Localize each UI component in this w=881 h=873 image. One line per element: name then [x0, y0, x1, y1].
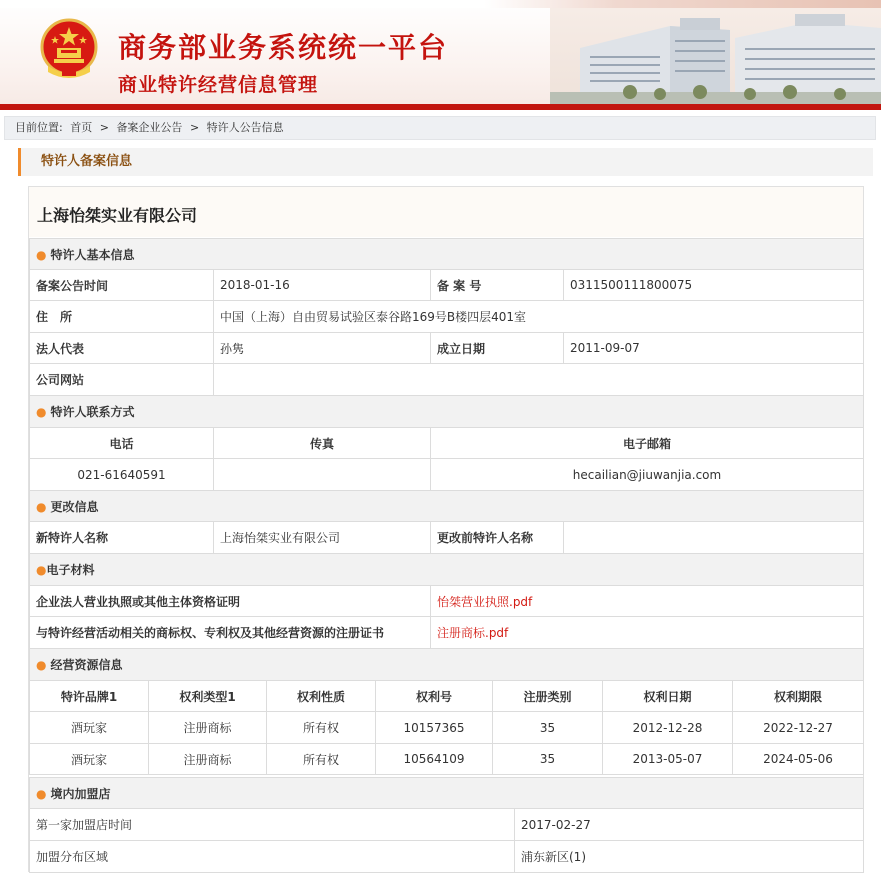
site-header [0, 0, 881, 110]
fax-header: 传真 [214, 428, 431, 459]
column-header: 权利日期 [603, 681, 733, 712]
column-header: 特许品牌1 [30, 681, 149, 712]
material-1-pdf-link[interactable]: 怡桀营业执照.pdf [437, 594, 533, 609]
materials-table [29, 553, 864, 649]
column-header: 注册类别 [493, 681, 603, 712]
material-1-label: 企业法人营业执照或其他主体资格证明 [30, 586, 431, 617]
region-value: 浦东新区(1) [515, 841, 864, 873]
section-heading-row [30, 239, 864, 270]
section-heading-row [30, 778, 864, 809]
bullet-icon: ● [36, 563, 47, 577]
company-name: 上海怡桀实业有限公司 [37, 206, 198, 225]
change-heading: 更改信息 [50, 499, 99, 514]
bullet-icon: ● [36, 247, 47, 262]
stores-table [29, 777, 864, 873]
table-row [30, 744, 864, 775]
breadcrumb-home-link[interactable]: 首页 [70, 121, 93, 134]
material-2-label: 与特许经营活动相关的商标权、专利权及其他经营资源的注册证书 [30, 617, 431, 649]
column-header: 权利性质 [267, 681, 376, 712]
table-row [30, 712, 864, 744]
website-value [214, 364, 864, 396]
email-value: hecailian@jiuwanjia.com [431, 459, 864, 491]
section-heading-row [30, 554, 864, 586]
section-heading-row [30, 649, 864, 681]
resources-header-row [30, 681, 864, 712]
breadcrumb-level2-link[interactable]: 备案企业公告 [116, 121, 183, 134]
breadcrumb-current: 特许人公告信息 [206, 121, 284, 134]
legal-rep-label: 法人代表 [30, 333, 214, 364]
phone-value: 021-61640591 [30, 459, 214, 491]
materials-heading: 电子材料 [46, 563, 95, 577]
table-cell: 10157365 [376, 712, 493, 744]
new-name-label: 新特许人名称 [30, 522, 214, 554]
section-title: 特许人备案信息 [18, 148, 873, 176]
table-cell: 酒玩家 [30, 744, 149, 775]
resources-heading: 经营资源信息 [50, 658, 123, 672]
stores-heading: 境内加盟店 [50, 786, 111, 801]
bullet-icon: ● [36, 658, 47, 672]
basic-heading: 特许人基本信息 [50, 247, 135, 262]
basic-info-table [29, 238, 864, 554]
section-heading-row [30, 491, 864, 522]
table-cell: 注册商标 [149, 712, 267, 744]
website-label: 公司网站 [30, 364, 214, 396]
old-name-label: 更改前特许人名称 [431, 522, 564, 554]
table-cell: 35 [493, 712, 603, 744]
legal-rep-value: 孙隽 [214, 333, 431, 364]
table-cell: 所有权 [267, 744, 376, 775]
material-2-pdf-link[interactable]: 注册商标.pdf [437, 626, 509, 640]
record-no-label: 备 案 号 [431, 270, 564, 301]
contact-heading: 特许人联系方式 [50, 405, 135, 419]
founded-label: 成立日期 [431, 333, 564, 364]
bullet-icon: ● [36, 405, 47, 419]
site-title: 商务部业务系统统一平台 [118, 31, 449, 64]
company-header [29, 187, 863, 237]
bullet-icon: ● [36, 786, 47, 801]
breadcrumb-prefix: 目前位置: [15, 121, 63, 134]
email-header: 电子邮箱 [431, 428, 864, 459]
header-red-bar [0, 104, 881, 110]
breadcrumb-separator: > [189, 121, 200, 134]
table-cell: 35 [493, 744, 603, 775]
record-no-value: 0311500111800075 [564, 270, 864, 301]
table-cell: 2024-05-06 [733, 744, 864, 775]
address-value: 中国（上海）自由贸易试验区泰谷路169号B楼四层401室 [214, 301, 864, 333]
header-top-decoration [0, 0, 881, 8]
fax-value [214, 459, 431, 491]
breadcrumb [4, 116, 876, 140]
founded-value: 2011-09-07 [564, 333, 864, 364]
first-store-value: 2017-02-27 [515, 809, 864, 841]
ministry-building-image [550, 8, 881, 104]
table-cell: 酒玩家 [30, 712, 149, 744]
national-emblem-icon [40, 18, 98, 80]
address-label: 住 所 [30, 301, 214, 333]
region-label: 加盟分布区域 [30, 841, 515, 873]
site-subtitle: 商业特许经营信息管理 [118, 74, 319, 96]
breadcrumb-separator: > [99, 121, 109, 134]
new-name-value: 上海怡桀实业有限公司 [214, 522, 431, 554]
section-heading-row [30, 396, 864, 428]
table-cell: 注册商标 [149, 744, 267, 775]
column-header: 权利期限 [733, 681, 864, 712]
table-cell: 2013-05-07 [603, 744, 733, 775]
old-name-value [564, 522, 864, 554]
bullet-icon: ● [36, 499, 47, 514]
table-cell: 2022-12-27 [733, 712, 864, 744]
record-date-value: 2018-01-16 [214, 270, 431, 301]
table-cell: 10564109 [376, 744, 493, 775]
record-date-label: 备案公告时间 [30, 270, 214, 301]
table-cell: 2012-12-28 [603, 712, 733, 744]
table-cell: 所有权 [267, 712, 376, 744]
column-header: 权利号 [376, 681, 493, 712]
column-header: 权利类型1 [149, 681, 267, 712]
phone-header: 电话 [30, 428, 214, 459]
resources-table [29, 648, 864, 775]
first-store-label: 第一家加盟店时间 [30, 809, 515, 841]
